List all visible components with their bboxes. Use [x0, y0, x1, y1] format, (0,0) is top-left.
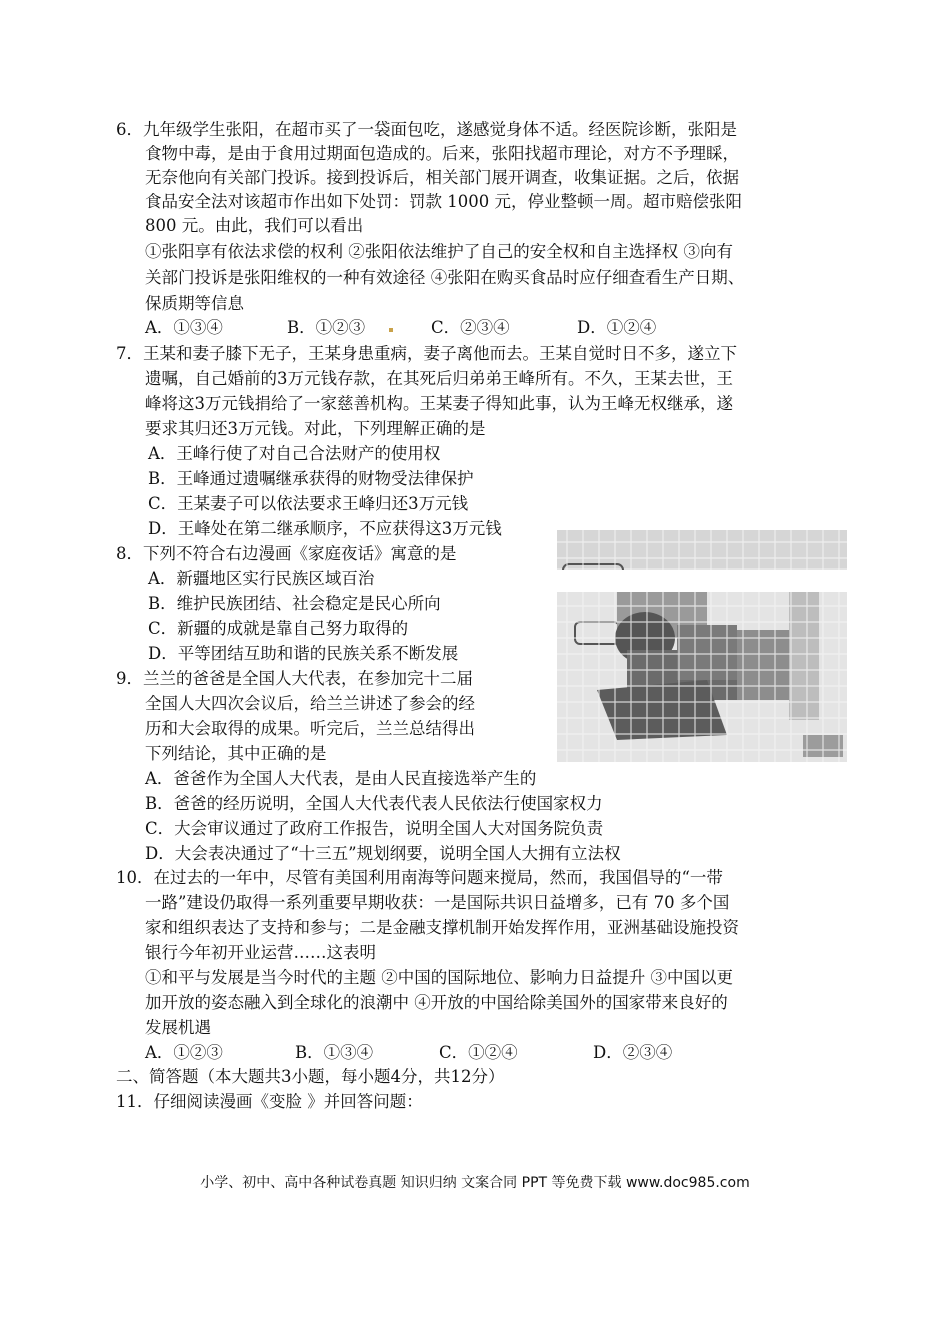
q6-option-a: A．①③④ [145, 318, 223, 337]
q10-line-1: 10．在过去的一年中，尽管有美国利用南海等问题来搅局，然而，我国倡导的“一带 [116, 868, 723, 887]
cartoon-illustration [557, 530, 847, 762]
q6-line-4: 食品安全法对该超市作出如下处罚：罚款 1000 元，停业整顿一周。超市赔偿张阳 [145, 192, 742, 211]
q9-line-1: 9．兰兰的爸爸是全国人大代表，在参加完十二届 [116, 669, 473, 688]
q9-option-c: C．大会审议通过了政府工作报告，说明全国人大对国务院负责 [145, 819, 604, 838]
q6-line-5: 800 元。由此，我们可以看出 [145, 216, 364, 235]
q9-option-d: D．大会表决通过了“十三五”规划纲要，说明全国人大拥有立法权 [145, 844, 621, 863]
q10-line-2: 一路”建设仍取得一系列重要早期收获：一是国际共识日益增多，已有 70 多个国 [145, 893, 730, 912]
stray-mark [389, 328, 393, 332]
q9-line-4: 下列结论，其中正确的是 [145, 744, 327, 763]
q6-options [145, 316, 656, 340]
q8-line-1: 8．下列不符合右边漫画《家庭夜话》寓意的是 [116, 544, 457, 563]
cartoon-image [557, 530, 847, 762]
q7-line-1: 7．王某和妻子膝下无子，王某身患重病，妻子离他而去。王某自觉时日不多，遂立下 [116, 344, 737, 363]
q8-option-a: A．新疆地区实行民族区域百治 [148, 569, 375, 588]
q7-option-c: C．王某妻子可以依法要求王峰归还3万元钱 [148, 494, 469, 513]
q7-line-4: 要求其归还3万元钱。对此，下列理解正确的是 [145, 419, 486, 438]
q6-line-8: 保质期等信息 [145, 294, 244, 313]
q9-line-3: 历和大会取得的成果。听完后，兰兰总结得出 [145, 719, 475, 738]
q9-option-a: A．爸爸作为全国人大代表，是由人民直接选举产生的 [145, 769, 537, 788]
q10-line-5: ①和平与发展是当今时代的主题 ②中国的国际地位、影响力日益提升 ③中国以更 [145, 968, 733, 987]
q10-options [145, 1041, 672, 1065]
q10-line-3: 家和组织表达了支持和参与；二是金融支撑机制开始发挥作用，亚洲基础设施投资 [145, 918, 739, 937]
q6-line-1: 6．九年级学生张阳，在超市买了一袋面包吃，遂感觉身体不适。经医院诊断，张阳是 [116, 120, 737, 139]
q10-line-4: 银行今年初开业运营……这表明 [145, 943, 376, 962]
q6-line-3: 无奈他向有关部门投诉。接到投诉后，相关部门展开调查，收集证据。之后，依据 [145, 168, 739, 187]
q7-option-d: D．王峰处在第二继承顺序，不应获得这3万元钱 [148, 519, 502, 538]
q8-option-c: C．新疆的成就是靠自己努力取得的 [148, 619, 409, 638]
q7-option-a: A．王峰行使了对自己合法财产的使用权 [148, 444, 441, 463]
q8-option-b: B．维护民族团结、社会稳定是民心所向 [148, 594, 441, 613]
q10-line-6: 加开放的姿态融入到全球化的浪潮中 ④开放的中国给除美国外的国家带来良好的 [145, 993, 728, 1012]
q6-line-6: ①张阳享有依法求偿的权利 ②张阳依法维护了自己的安全权和自主选择权 ③向有 [145, 242, 733, 261]
q10-option-a: A．①②③ [145, 1043, 223, 1062]
q6-line-7: 关部门投诉是张阳维权的一种有效途径 ④张阳在购买食品时应仔细查看生产日期、 [145, 268, 745, 287]
section-heading: 二、简答题（本大题共3小题，每小题4分，共12分） [116, 1067, 505, 1086]
q7-line-2: 遗嘱，自己婚前的3万元钱存款，在其死后归弟弟王峰所有。不久，王某去世，王 [145, 369, 733, 388]
q10-option-b: B．①③④ [295, 1043, 374, 1062]
q7-option-b: B．王峰通过遗嘱继承获得的财物受法律保护 [148, 469, 474, 488]
q10-option-c: C．①②④ [439, 1043, 518, 1062]
q6-line-2: 食物中毒，是由于食用过期面包造成的。后来，张阳找超市理论，对方不予理睬， [145, 144, 739, 163]
q6-option-b: B．①②③ [287, 318, 366, 337]
page-footer: 小学、初中、高中各种试卷真题 知识归纳 文案合同 PPT 等免费下载 www.doc985.com [200, 1175, 750, 1191]
q9-option-b: B．爸爸的经历说明，全国人大代表代表人民依法行使国家权力 [145, 794, 603, 813]
q6-option-d: D．①②④ [577, 318, 657, 337]
q9-line-2: 全国人大四次会议后，给兰兰讲述了参会的经 [145, 694, 475, 713]
q6-option-c: C．②③④ [431, 318, 510, 337]
q7-line-3: 峰将这3万元钱捐给了一家慈善机构。王某妻子得知此事，认为王峰无权继承，遂 [145, 394, 733, 413]
q11-line-1: 11．仔细阅读漫画《变脸 》并回答问题： [116, 1092, 423, 1111]
q8-option-d: D．平等团结互助和谐的民族关系不断发展 [148, 644, 459, 663]
q10-option-d: D．②③④ [593, 1043, 673, 1062]
q10-line-7: 发展机遇 [145, 1018, 211, 1037]
